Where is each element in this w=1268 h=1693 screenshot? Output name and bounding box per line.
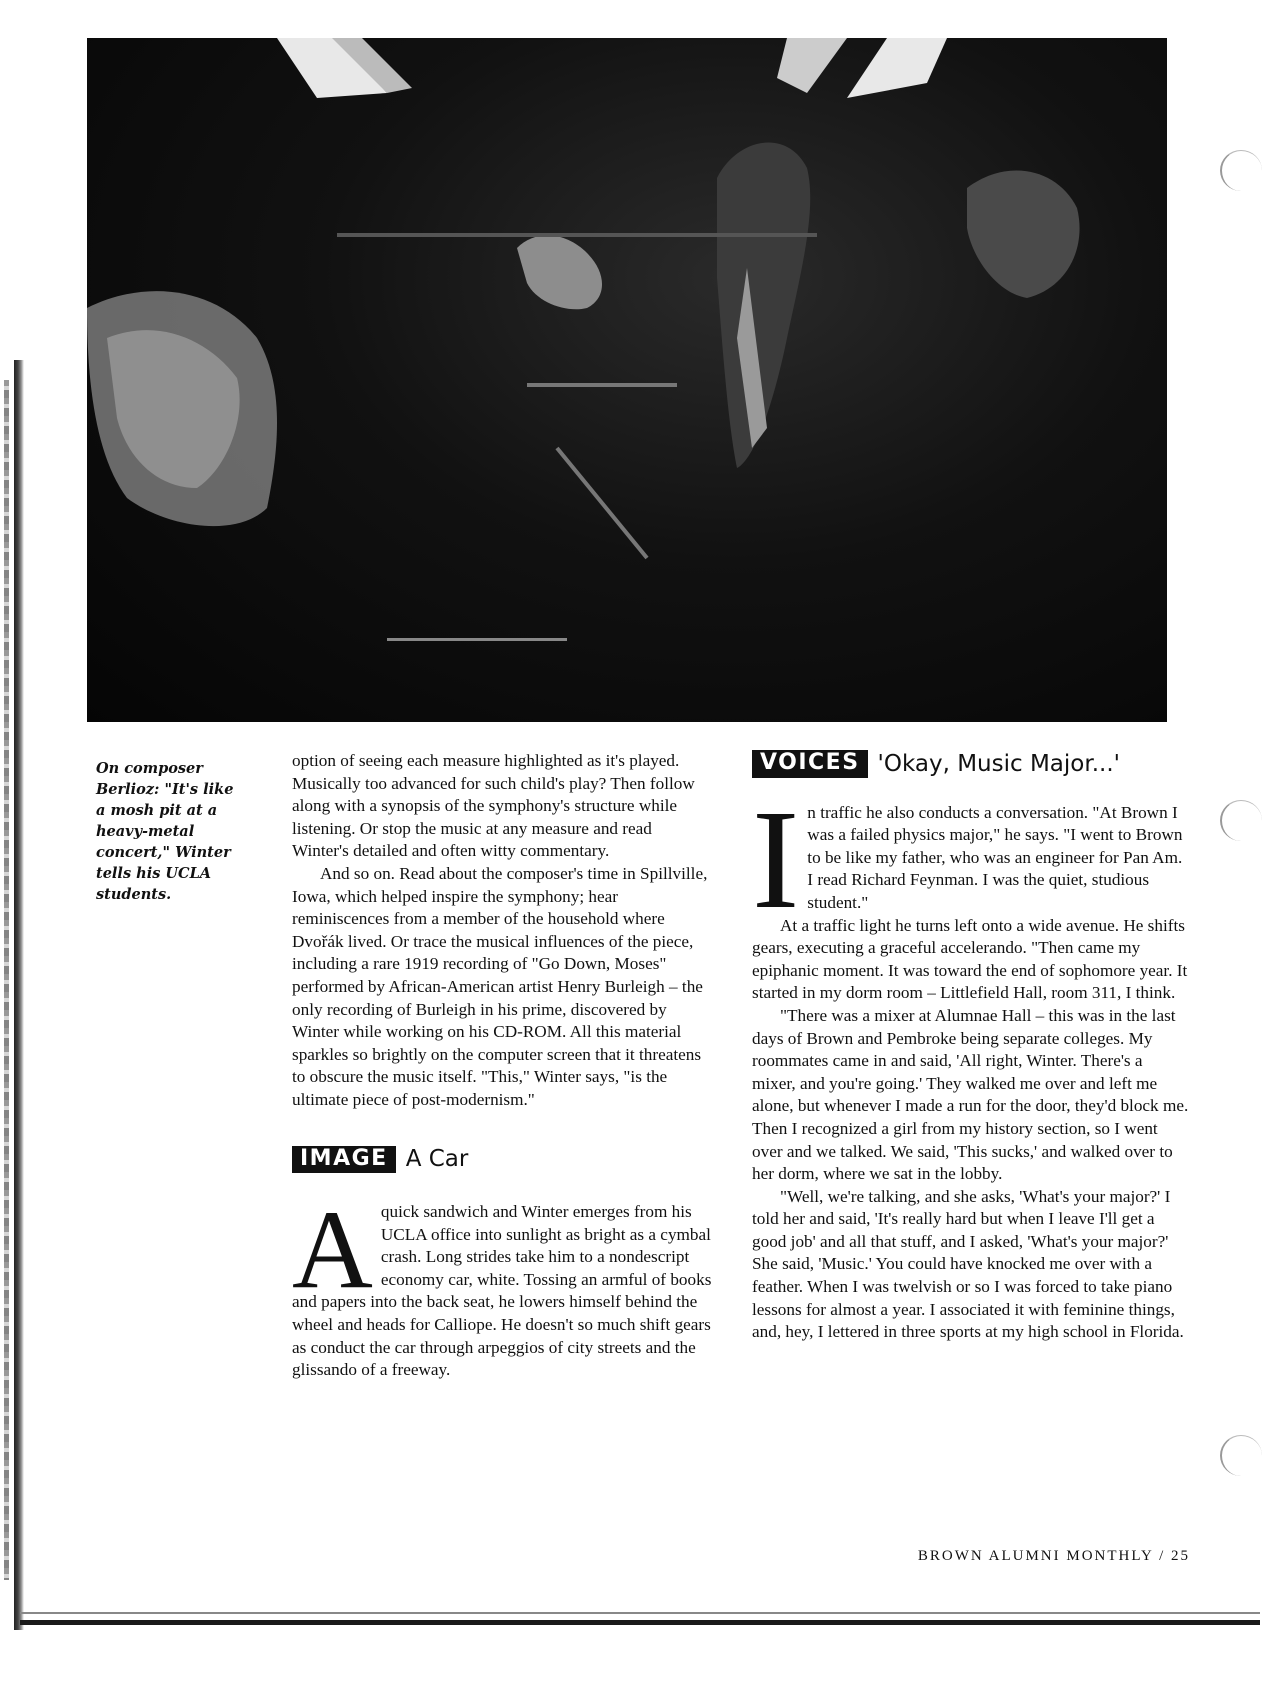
- section-title: A Car: [405, 1146, 469, 1172]
- paragraph-text: quick sandwich and Winter emerges from his UCLA office into sunlight as bright as a cymbal crash. Long strides take him to a nondescript economy car, white. Tossing an armful of books and papers into the back seat, he lowers himself behind the wheel and heads for Calliope. He doesn't so much shift gears as conduct the car through arpeggios of city streets and the glissando of a freeway.: [292, 1202, 712, 1380]
- binder-hole-icon: [1220, 800, 1262, 841]
- scan-edge-left-texture: [4, 380, 9, 1580]
- scan-line-bottom-thin: [20, 1612, 1260, 1614]
- paragraph-with-dropcap: [292, 1188, 712, 1382]
- drop-cap: I: [752, 779, 800, 938]
- page-footer: BROWN ALUMNI MONTHLY / 25: [917, 1548, 1190, 1564]
- section-tag: VOICES: [752, 750, 868, 778]
- section-heading-image: [292, 1146, 712, 1174]
- paragraph-text: n traffic he also conducts a conversation. "At Brown I was a failed physics major," he says. "I went to Brown to be like my father, who was an engineer for Pan Am. I read Richard Feynman. I was the quiet, studious student.": [807, 802, 1183, 912]
- paragraph: "There was a mixer at Alumnae Hall – this was in the last days of Brown and Pembroke being separate colleges. My roommates came in and said, 'All right, Winter. There's a mixer, and you're going.' They walked me over and left me alone, but whenever I made a run for the door, they'd block me. Then I recognized a girl from my history section, so I went over and we talked. We said, 'This sucks,' and walked over to her dorm, where we sat in the lobby.: [752, 1005, 1189, 1184]
- paragraph-with-dropcap: [752, 779, 1190, 938]
- binder-hole-icon: [1220, 150, 1262, 191]
- photo-caption: On composer Berlioz: "It's like a mosh pit at a heavy-metal concert," Winter tells his UCLA students.: [96, 760, 234, 903]
- paragraph: "Well, we're talking, and she asks, 'What's your major?' I told her and said, 'It's really hard but when I leave I'll get a good job' and all that stuff, and I asked, 'What's your major?' She said, 'Music.' You could have knocked me over with a feather. When I was twelvish or so I was forced to take piano lessons for almost a year. I associated it with feminine things, and, hey, I lettered in three sports at my high school in Florida.: [752, 1186, 1184, 1342]
- drop-cap: A: [292, 1188, 373, 1313]
- scan-line-bottom: [20, 1620, 1260, 1625]
- section-heading-voices: [752, 750, 1190, 778]
- photo-icon: [87, 38, 1167, 722]
- article-column-right: [752, 750, 1190, 1344]
- binder-hole-icon: [1220, 1435, 1262, 1476]
- article-photo: [87, 38, 1167, 722]
- scan-edge-left: [14, 360, 24, 1630]
- paragraph: And so on. Read about the composer's time in Spillville, Iowa, which helped inspire the symphony; hear reminiscences from a member of the household where Dvořák lived. Or trace the musical influences of the piece, including a rare 1919 recording of "Go Down, Moses" performed by African-American artist Henry Burleigh – the only recording of Burleigh in his prime, discovered by Winter while working on his CD-ROM. All this material sparkles so brightly on the computer screen that it threatens to obscure the music itself. "This," Winter says, "is the ultimate piece of post-modernism.": [292, 863, 708, 1109]
- paragraph: At a traffic light he turns left onto a wide avenue. He shifts gears, executing a graceful accelerando. "Then came my epiphanic moment. It was toward the end of sophomore year. It started in my dorm room – Littlefield Hall, room 311, I think.: [752, 915, 1188, 1003]
- section-tag: IMAGE: [292, 1146, 396, 1174]
- section-title: 'Okay, Music Major...': [877, 750, 1120, 777]
- article-column-middle: [292, 750, 712, 1382]
- paragraph: option of seeing each measure highlighted as it's played. Musically too advanced for such child's play? Then follow along with a synopsis of the symphony's structure while listening. Or stop the music at any measure and read Winter's detailed and often witty commentary.: [292, 751, 695, 861]
